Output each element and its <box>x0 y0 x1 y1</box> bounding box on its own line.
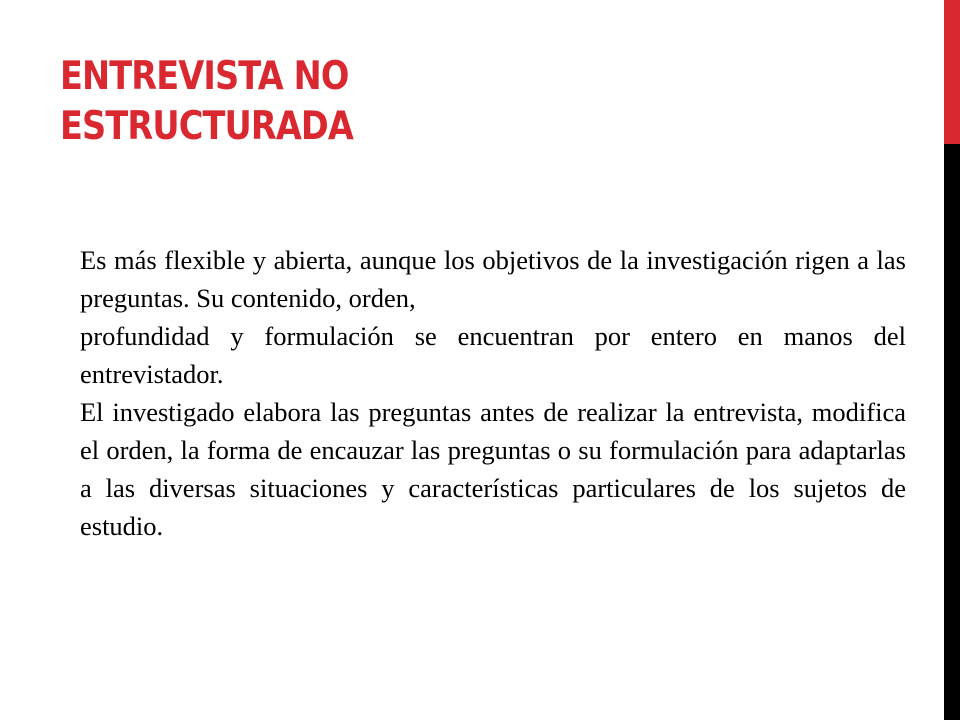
paragraph-2: El investigado elabora las preguntas antes de realizar la entrevista, modifica el orden, la forma de encauzar las preguntas o su formulación para adaptarlas a las diversas situaciones y características particulares de los sujetos de estudio. <box>80 397 906 541</box>
slide-title-line-2: ESTRUCTURADA <box>60 104 354 149</box>
paragraph-1-line-1: Es más flexible y abierta, aunque los objetivos de la investigación rigen a las preguntas. Su contenido, orden, <box>80 245 906 313</box>
slide-title <box>60 52 662 152</box>
slide-title-line-1: ENTREVISTA NO <box>60 54 349 99</box>
accent-bar-black <box>944 144 960 720</box>
accent-bar-red <box>944 0 960 144</box>
slide-body <box>80 241 906 545</box>
paragraph-1-line-2: profundidad y formulación se encuentran por entero en manos del entrevistador. <box>80 321 906 389</box>
